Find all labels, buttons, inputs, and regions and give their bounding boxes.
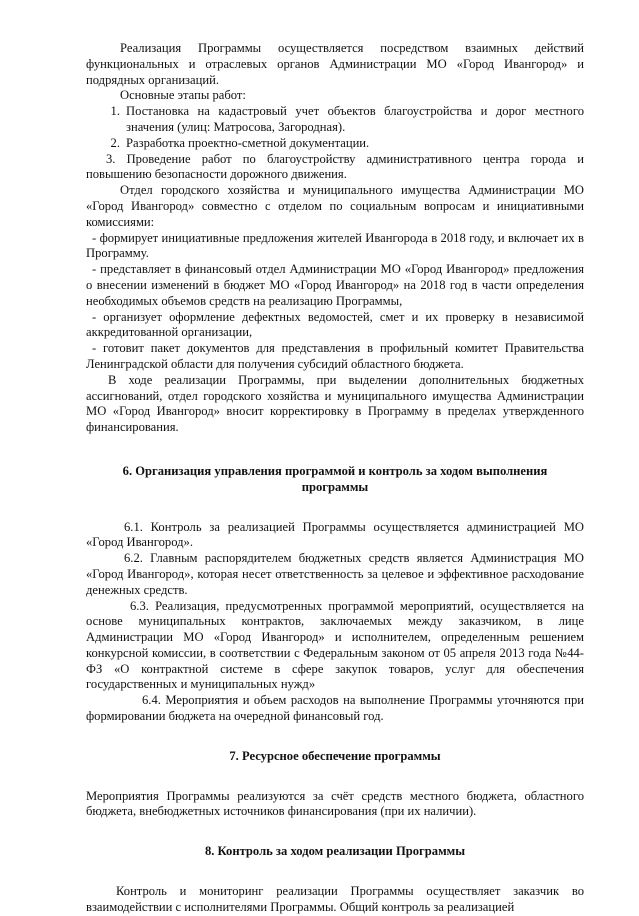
stage-text: Проведение работ по благоустройству административного центра города и повышению безопасности дорожного движения.: [86, 151, 584, 182]
stage-text: Разработка проектно-сметной документации.: [126, 135, 370, 150]
dash-item: - формирует инициативные предложения жителей Ивангорода в 2018 году, и включает их в Программу.: [86, 230, 584, 261]
document-page: [86, 41, 584, 916]
section-8-heading: 8. Контроль за ходом реализации Программы: [204, 844, 466, 859]
section-6-paragraph-3: 6.3. Реализация, предусмотренных программой мероприятий, осуществляется на основе муниципальных контрактов, заключаемых между заказчиком, в лице Администрации МО «Город Ивангород» и исполнителем, определенным решением конкурсной комиссии, в соответствии с Федеральным законом от 05 апреля 2013 года №44-ФЗ «О контрактной системе в сфере закупок товаров, услуг для обеспечения государственных и муниципальных нужд»: [86, 598, 584, 692]
intro-paragraph: Реализация Программы осуществляется посредством взаимных действий функциональных и отраслевых органов Администрации МО «Город Ивангород» и подрядных организаций.: [86, 41, 584, 87]
section-6-paragraph-2: 6.2. Главным распорядителем бюджетных средств является Администрация МО «Город Ивангород», которая несет ответственность за целевое и эффективное расходование денежных средств.: [86, 551, 584, 597]
stage-item-3: [86, 152, 584, 184]
section-8-paragraph-1: Контроль и мониторинг реализации Программы осуществляет заказчик во взаимодействии с исполнителями Программы. Общий контроль за реализацией: [86, 884, 584, 914]
stages-title: Основные этапы работ:: [120, 88, 246, 103]
dash-item: - представляет в финансовый отдел Администрации МО «Город Ивангород» предложения о внесении изменений в бюджет МО «Город Ивангород» на 2018 год в части определения необходимых объемов средств на реализацию Программы,: [86, 262, 584, 308]
stage-item: [86, 136, 584, 152]
dash-item: - готовит пакет документов для представления в профильный комитет Правительства Ленинградской области для получения субсидий областного бюджета.: [86, 341, 584, 371]
stage-item: [86, 104, 584, 136]
section-6-paragraph-4: 6.4. Мероприятия и объем расходов на выполнение Программы уточняются при формировании бюджета на очередной финансовый год.: [86, 693, 584, 724]
section-6-paragraph-1: 6.1. Контроль за реализацией Программы осуществляется администрацией МО «Город Ивангород».: [86, 519, 584, 550]
section-6-heading: 6. Организация управления программой и контроль за ходом выполнения программы: [122, 463, 548, 494]
stage-number: 1.: [110, 104, 120, 119]
corrections-paragraph: В ходе реализации Программы, при выделении дополнительных бюджетных ассигнований, отдел городского хозяйства и муниципального имущества Администрации МО «Город Ивангород» вносит корректировку в Программу в пределах утвержденного финансирования.: [86, 372, 584, 435]
section-7-paragraph-1: Мероприятия Программы реализуются за счёт средств местного бюджета, областного бюджета, внебюджетных источников финансирования (при их наличии).: [86, 788, 584, 819]
dash-item: - организует оформление дефектных ведомостей, смет и их проверку в независимой аккредитованной организации,: [86, 309, 584, 340]
stage-text: Постановка на кадастровый учет объектов благоустройства и дорог местного значения (улиц: Матросова, Загородная).: [126, 104, 584, 134]
stage-number: 3.: [106, 151, 116, 166]
section-7-heading: 7. Ресурсное обеспечение программы: [229, 748, 441, 763]
stage-number: 2.: [110, 135, 120, 150]
dept-intro-paragraph: Отдел городского хозяйства и муниципального имущества Администрации МО «Город Ивангород» совместно с отделом по социальным вопросам и инициативными комиссиями:: [86, 183, 584, 229]
